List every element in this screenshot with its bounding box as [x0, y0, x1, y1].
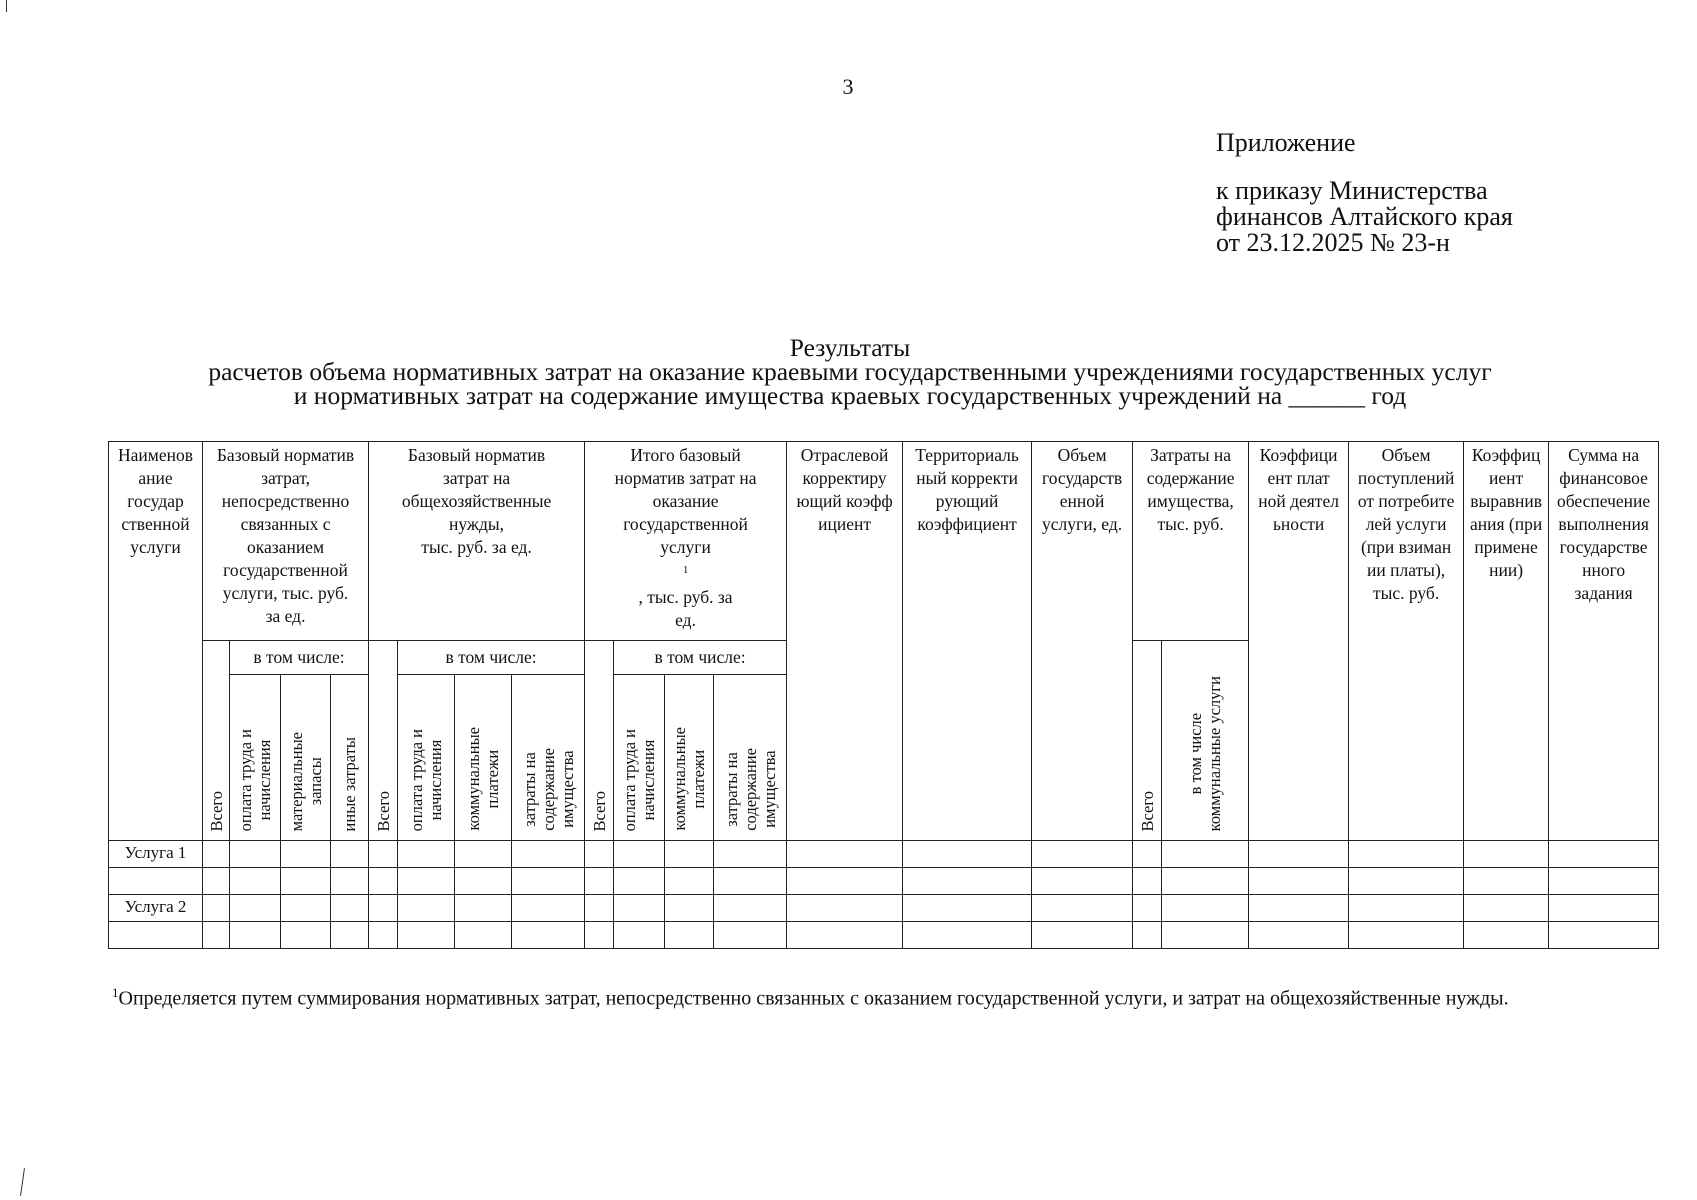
table-row [109, 922, 1659, 949]
header-total-base-all: Всего [585, 641, 614, 841]
header-labor: оплата труда и начисления [614, 675, 665, 841]
appendix-line: от 23.12.2025 № 23-н [1216, 228, 1450, 257]
margin-mark-bottom [20, 1168, 25, 1196]
footnote-text: Определяется путем суммирования нормативных затрат, непосредственно связанных с оказанием государственной услуги, и затрат на общехозяйственные нужды. [118, 987, 1509, 1010]
header-property: затраты на содержание имущества [714, 675, 787, 841]
row-label [109, 922, 203, 949]
header-total-base: Итого базовый норматив затрат на оказание государственной услуги $^1$ , тыс. руб. за ед. [585, 442, 787, 641]
header-alignment-coef: Коэффиц иент выравнив ания (при примене нии) [1464, 442, 1549, 841]
header-base-direct: Базовый норматив затрат, непосредственно связанных с оказанием государственной услуги, тыс. руб. за ед. [203, 442, 369, 641]
header-property-costs: Затраты на содержание имущества, тыс. руб. [1133, 442, 1249, 641]
table-row [109, 841, 1659, 868]
title-heading: Результаты [789, 333, 911, 362]
header-other: иные затраты [331, 675, 369, 841]
header-territorial-coef: Территориаль ный корректи рующий коэффициент [903, 442, 1032, 841]
title-line: расчетов объема нормативных затрат на оказание краевыми государственными учреждениями государственных услуг [208, 357, 1492, 386]
header-labor: оплата труда и начисления [398, 675, 455, 841]
row-label [109, 868, 203, 895]
header-utilities: коммунальные платежи [455, 675, 512, 841]
footnote-marker: 1 [682, 564, 689, 576]
appendix-line: финансов Алтайского края [1216, 202, 1513, 231]
margin-mark-top [6, 0, 7, 12]
appendix-line: к приказу Министерства [1216, 176, 1488, 205]
header-including: в том числе: [614, 641, 787, 675]
footnote [112, 978, 1588, 1014]
header-total-direct: Всего [203, 641, 230, 841]
row-label: Услуга 1 [109, 841, 203, 868]
header-incl-utilities: в том числе коммунальные услуги [1162, 641, 1249, 841]
page-number: 3 [842, 74, 854, 99]
header-utilities: коммунальные платежи [665, 675, 714, 841]
footnote-marker: 1 [112, 985, 119, 1000]
header-paid-activity-coef: Коэффици ент плат ной деятел ьности [1249, 442, 1349, 841]
header-materials: материальные запасы [281, 675, 331, 841]
appendix-block [1216, 130, 1513, 256]
header-funding-sum: Сумма на финансовое обеспечение выполнения государстве нного задания [1549, 442, 1659, 841]
header-row-main [109, 442, 1659, 641]
header-revenue-volume: Объем поступлений от потребите лей услуги (при взиман ии платы), тыс. руб. [1349, 442, 1464, 841]
header-industry-coef: Отраслевой корректиру ющий коэфф ициент [787, 442, 903, 841]
row-label: Услуга 2 [109, 895, 203, 922]
appendix-title: Приложение [1216, 128, 1356, 157]
header-property: затраты на содержание имущества [512, 675, 585, 841]
header-volume: Объем государств енной услуги, ед. [1032, 442, 1133, 841]
header-total-general: Всего [369, 641, 398, 841]
document-title [100, 333, 1600, 410]
table-row [109, 895, 1659, 922]
header-base-general: Базовый норматив затрат на общехозяйственные нужды, тыс. руб. за ед. [369, 442, 585, 641]
header-including: в том числе: [398, 641, 585, 675]
header-labor: оплата труда и начисления [230, 675, 281, 841]
table-row [109, 868, 1659, 895]
title-line: и нормативных затрат на содержание имущества краевых государственных учреждений на ______ год [293, 381, 1407, 410]
header-including: в том числе: [230, 641, 369, 675]
header-total-property: Всего [1133, 641, 1162, 841]
header-service-name: Наименов ание государ ственной услуги [109, 442, 203, 841]
results-table [108, 441, 1659, 949]
